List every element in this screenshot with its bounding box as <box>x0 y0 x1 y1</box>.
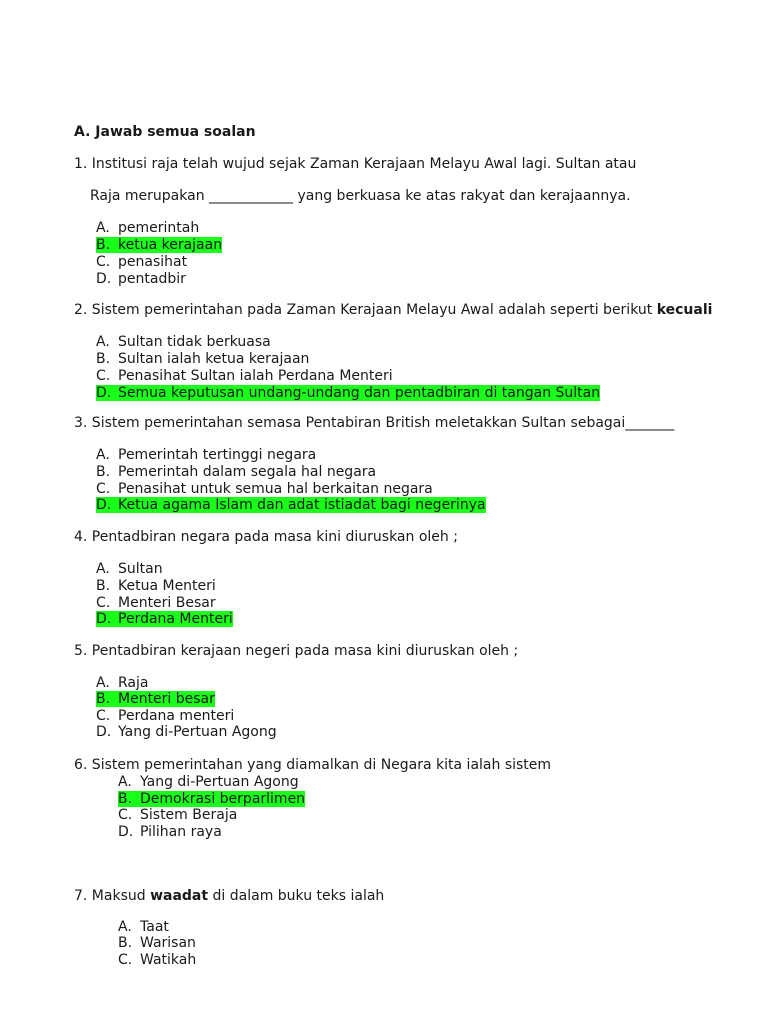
emphasis-kecuali: kecuali <box>656 302 713 318</box>
q2-option-b: B. Sultan ialah ketua kerajaan <box>96 351 310 367</box>
question-5: 5. Pentadbiran kerajaan negeri pada masa kini diuruskan oleh ; <box>74 643 519 659</box>
q4-option-b: B. Ketua Menteri <box>96 578 216 594</box>
section-heading: A. Jawab semua soalan <box>74 124 256 140</box>
q6-option-c: C. Sistem Beraja <box>118 807 238 823</box>
q5-option-b: B. Menteri besar <box>96 691 215 707</box>
question-7: 7. Maksud waadat di dalam buku teks ialah <box>74 888 385 904</box>
emphasis-waadat: waadat <box>150 888 209 904</box>
q6-option-a: A. Yang di-Pertuan Agong <box>118 774 299 790</box>
q2-option-d: D. Semua keputusan undang-undang dan pentadbiran di tangan Sultan <box>96 385 601 401</box>
q3-option-b: B. Pemerintah dalam segala hal negara <box>96 464 377 480</box>
q5-option-d: D. Yang di-Pertuan Agong <box>96 724 277 740</box>
question-1-line-2: Raja merupakan ____________ yang berkuasa ke atas rakyat dan kerajaannya. <box>90 188 631 204</box>
q1-option-a: A. pemerintah <box>96 220 200 236</box>
q4-option-a: A. Sultan <box>96 561 163 577</box>
question-6: 6. Sistem pemerintahan yang diamalkan di Negara kita ialah sistem <box>74 757 552 773</box>
question-2: 2. Sistem pemerintahan pada Zaman Kerajaan Melayu Awal adalah seperti berikut kecuali <box>74 302 713 318</box>
question-3: 3. Sistem pemerintahan semasa Pentabiran British meletakkan Sultan sebagai_______ <box>74 415 675 431</box>
question-1-line-1: 1. Institusi raja telah wujud sejak Zaman Kerajaan Melayu Awal lagi. Sultan atau <box>74 156 637 172</box>
q5-option-a: A. Raja <box>96 675 149 691</box>
q4-option-c: C. Menteri Besar <box>96 595 216 611</box>
q1-option-b: B. ketua kerajaan <box>96 237 223 253</box>
q6-option-b: B. Demokrasi berparlimen <box>118 791 306 807</box>
q3-option-a: A. Pemerintah tertinggi negara <box>96 447 317 463</box>
q4-option-d: D. Perdana Menteri <box>96 611 233 627</box>
q7-option-c: C. Watikah <box>118 952 197 968</box>
q5-option-c: C. Perdana menteri <box>96 708 235 724</box>
q3-option-d: D. Ketua agama Islam dan adat istiadat bagi negerinya <box>96 497 486 513</box>
q6-option-d: D. Pilihan raya <box>118 824 222 840</box>
q1-option-c: C. penasihat <box>96 254 188 270</box>
q1-option-d: D. pentadbir <box>96 271 186 287</box>
q7-option-a: A. Taat <box>118 919 169 935</box>
question-4: 4. Pentadbiran negara pada masa kini diuruskan oleh ; <box>74 529 458 545</box>
q7-option-b: B. Warisan <box>118 935 196 951</box>
q2-option-c: C. Penasihat Sultan ialah Perdana Menteri <box>96 368 393 384</box>
q2-option-a: A. Sultan tidak berkuasa <box>96 334 271 350</box>
q3-option-c: C. Penasihat untuk semua hal berkaitan negara <box>96 481 433 497</box>
